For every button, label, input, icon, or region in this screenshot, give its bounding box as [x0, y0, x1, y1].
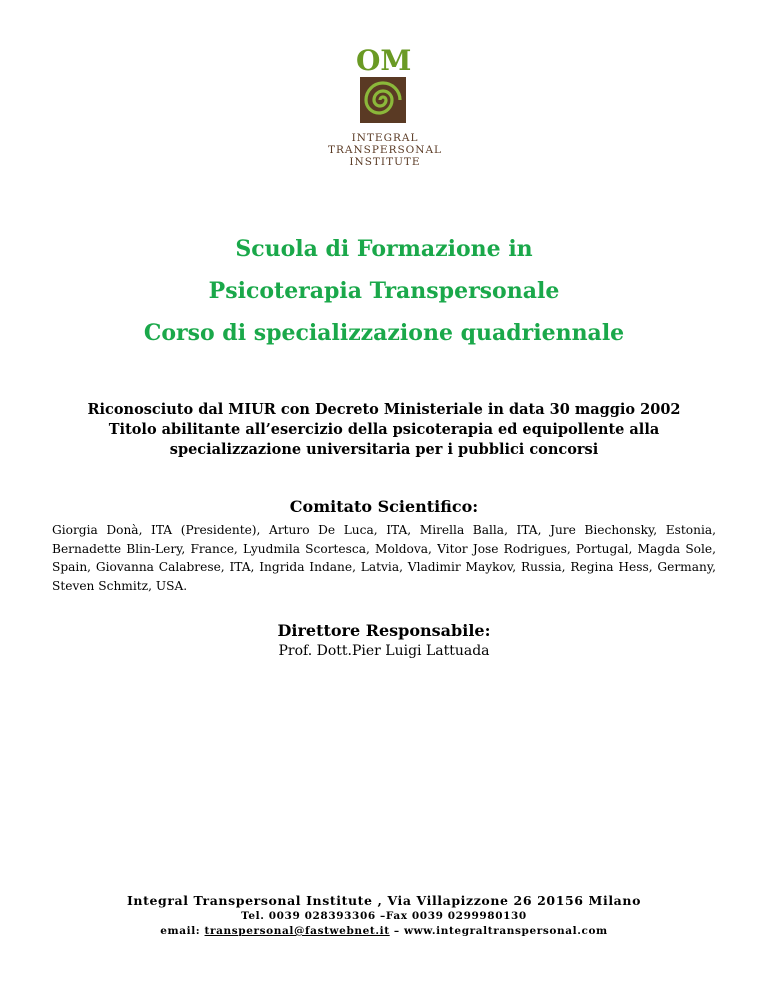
- committee-members: Giorgia Donà, ITA (Presidente), Arturo De Luca, ITA, Mirella Balla, ITA, Jure Biechonsky, Estonia, Bernadette Blin-Lery, France, Lyudmila Scortesca, Moldova, Vitor Jose Rodrigues, Portugal, Magda Sole, Spain, Giovanna Calabrese, ITA, Ingrida Indane, Latvia, Vladimir Maykov, Russia, Regina Hess, Germany, Steven Schmitz, USA.: [52, 523, 716, 593]
- recognition-line-3: specializzazione universitaria per i pubblici concorsi: [169, 441, 599, 458]
- footer-email-line: [0, 924, 768, 939]
- recognition-block: [60, 400, 708, 460]
- recognition-line-2: Titolo abilitante all’esercizio della psicoterapia ed equipollente alla: [108, 421, 660, 438]
- director-name: Prof. Dott.Pier Luigi Lattuada: [278, 643, 490, 659]
- footer-address: Integral Transpersonal Institute , Via Villapizzone 26 20156 Milano: [126, 893, 642, 908]
- logo-line1: INTEGRAL: [351, 132, 419, 144]
- logo-mark-text: OM: [356, 44, 412, 77]
- recognition-line-1: Riconosciuto dal MIUR con Decreto Ministeriale in data 30 maggio 2002: [87, 401, 681, 418]
- logo-line2: TRANSPERSONAL: [327, 144, 443, 156]
- director-heading: Direttore Responsabile:: [277, 621, 491, 640]
- footer-phone: Tel. 0039 028393306 –Fax 0039 0299980130: [241, 910, 527, 922]
- footer-contacts: [0, 892, 768, 939]
- course-titles: [0, 228, 768, 354]
- institute-logo: [318, 40, 453, 175]
- email-link[interactable]: transpersonal@fastwebnet.it: [204, 925, 390, 937]
- title-line-2: Psicoterapia Transpersonale: [208, 278, 560, 304]
- committee-heading: Comitato Scientifico:: [289, 497, 479, 516]
- title-line-1: Scuola di Formazione in: [235, 236, 533, 262]
- title-line-3: Corso di specializzazione quadriennale: [143, 320, 625, 346]
- email-prefix: email:: [160, 925, 205, 937]
- om-spiral-logo-icon: [318, 40, 453, 175]
- website-text: – www.integraltranspersonal.com: [389, 925, 608, 937]
- logo-line3: INSTITUTE: [349, 156, 421, 168]
